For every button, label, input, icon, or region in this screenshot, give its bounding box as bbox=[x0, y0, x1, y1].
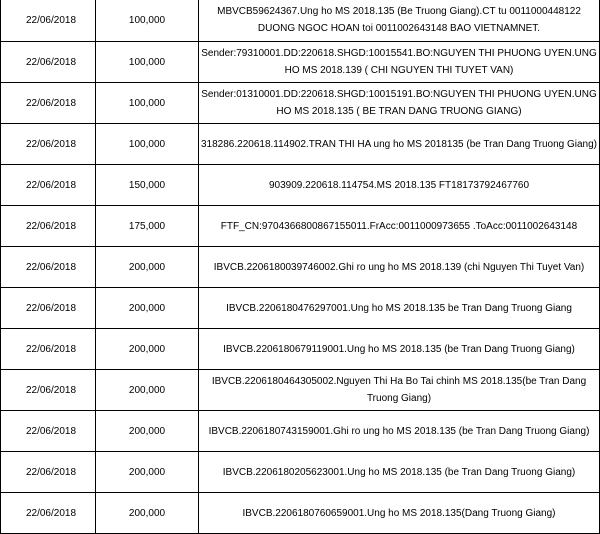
amount-cell: 200,000 bbox=[96, 452, 199, 493]
amount-cell: 100,000 bbox=[96, 42, 199, 83]
table-row bbox=[1, 42, 600, 83]
description-cell: IBVCB.2206180039746002.Ghi ro ung ho MS 2018.139 (chi Nguyen Thi Tuyet Van) bbox=[199, 247, 600, 288]
date-cell: 22/06/2018 bbox=[1, 0, 96, 42]
date-cell: 22/06/2018 bbox=[1, 124, 96, 165]
amount-cell: 150,000 bbox=[96, 165, 199, 206]
date-cell: 22/06/2018 bbox=[1, 411, 96, 452]
date-cell: 22/06/2018 bbox=[1, 493, 96, 534]
date-cell: 22/06/2018 bbox=[1, 83, 96, 124]
amount-cell: 100,000 bbox=[96, 83, 199, 124]
date-cell: 22/06/2018 bbox=[1, 206, 96, 247]
amount-cell: 175,000 bbox=[96, 206, 199, 247]
date-cell: 22/06/2018 bbox=[1, 288, 96, 329]
table-row bbox=[1, 329, 600, 370]
description-cell: IBVCB.2206180205623001.Ung ho MS 2018.135 (be Tran Dang Truong Giang) bbox=[199, 452, 600, 493]
table-row bbox=[1, 370, 600, 411]
amount-cell: 200,000 bbox=[96, 493, 199, 534]
description-cell: Sender:79310001.DD:220618.SHGD:10015541.BO:NGUYEN THI PHUONG UYEN.UNG HO MS 2018.139 ( CHI NGUYEN THI TUYET VAN) bbox=[199, 42, 600, 83]
date-cell: 22/06/2018 bbox=[1, 370, 96, 411]
table-row bbox=[1, 165, 600, 206]
date-cell: 22/06/2018 bbox=[1, 247, 96, 288]
table-row bbox=[1, 247, 600, 288]
amount-cell: 100,000 bbox=[96, 124, 199, 165]
description-cell: 903909.220618.114754.MS 2018.135 FT18173792467760 bbox=[199, 165, 600, 206]
amount-cell: 200,000 bbox=[96, 288, 199, 329]
table-row bbox=[1, 493, 600, 534]
table-row bbox=[1, 83, 600, 124]
amount-cell: 200,000 bbox=[96, 329, 199, 370]
amount-cell: 200,000 bbox=[96, 411, 199, 452]
description-cell: FTF_CN:9704366800867155011.FrAcc:0011000973655 .ToAcc:0011002643148 bbox=[199, 206, 600, 247]
description-cell: IBVCB.2206180476297001.Ung ho MS 2018.135 be Tran Dang Truong Giang bbox=[199, 288, 600, 329]
table-row bbox=[1, 206, 600, 247]
date-cell: 22/06/2018 bbox=[1, 42, 96, 83]
description-cell: Sender:01310001.DD:220618.SHGD:10015191.BO:NGUYEN THI PHUONG UYEN.UNG HO MS 2018.135 ( BE TRAN DANG TRUONG GIANG) bbox=[199, 83, 600, 124]
date-cell: 22/06/2018 bbox=[1, 165, 96, 206]
table-row bbox=[1, 411, 600, 452]
description-cell: IBVCB.2206180679119001.Ung ho MS 2018.135 (be Tran Dang Truong Giang) bbox=[199, 329, 600, 370]
date-cell: 22/06/2018 bbox=[1, 329, 96, 370]
table-row bbox=[1, 0, 600, 42]
table-row bbox=[1, 452, 600, 493]
ledger-body bbox=[1, 0, 600, 534]
table-row bbox=[1, 288, 600, 329]
description-cell: IBVCB.2206180464305002.Nguyen Thi Ha Bo Tai chinh MS 2018.135(be Tran Dang Truong Giang) bbox=[199, 370, 600, 411]
amount-cell: 200,000 bbox=[96, 247, 199, 288]
description-cell: IBVCB.2206180760659001.Ung ho MS 2018.135(Dang Truong Giang) bbox=[199, 493, 600, 534]
table-row bbox=[1, 124, 600, 165]
description-cell: MBVCB59624367.Ung ho MS 2018.135 (Be Truong Giang).CT tu 0011000448122 DUONG NGOC HOAN toi 0011002643148 BAO VIETNAMNET. bbox=[199, 0, 600, 42]
description-cell: IBVCB.2206180743159001.Ghi ro ung ho MS 2018.135 (be Tran Dang Truong Giang) bbox=[199, 411, 600, 452]
date-cell: 22/06/2018 bbox=[1, 452, 96, 493]
amount-cell: 200,000 bbox=[96, 370, 199, 411]
amount-cell: 100,000 bbox=[96, 0, 199, 42]
description-cell: 318286.220618.114902.TRAN THI HA ung ho MS 2018135 (be Tran Dang Truong Giang) bbox=[199, 124, 600, 165]
